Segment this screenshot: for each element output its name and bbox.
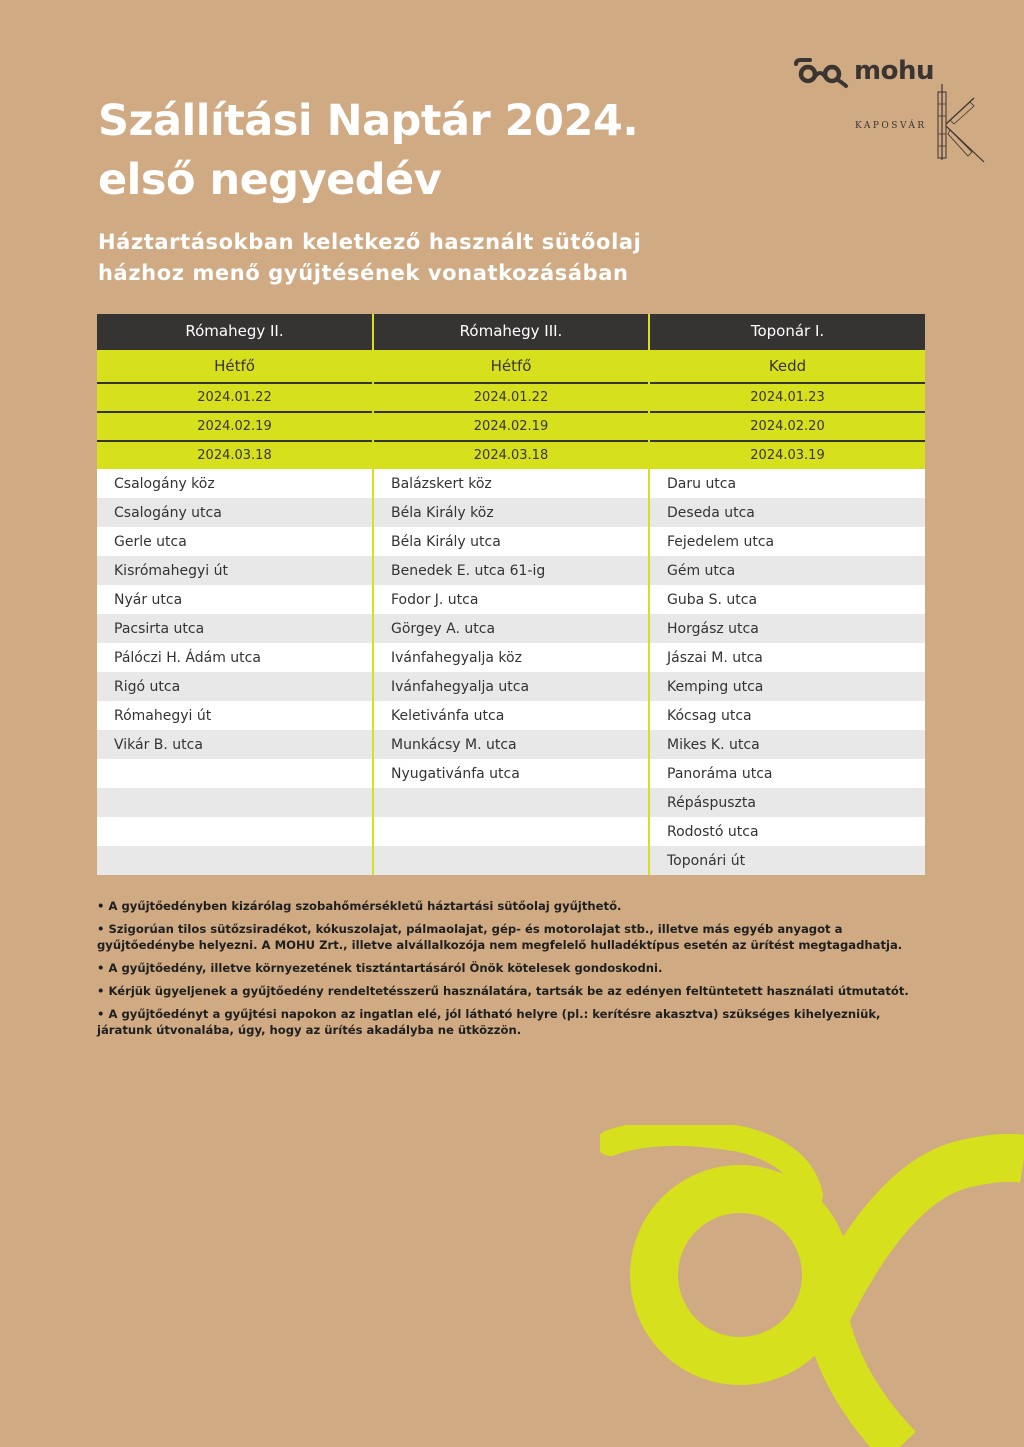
- kaposvar-wordmark: KAPOSVÁR: [855, 121, 927, 131]
- street-cell: Deseda utca: [649, 498, 925, 527]
- kaposvar-k-icon: [934, 84, 990, 164]
- column-header: Toponár I.: [649, 314, 925, 349]
- date-cell: 2024.02.20: [649, 412, 925, 441]
- table-row: [97, 672, 925, 701]
- street-cell: [97, 846, 373, 875]
- table-row: [97, 498, 925, 527]
- street-cell: Rómahegyi út: [97, 701, 373, 730]
- street-cell: Kisrómahegyi út: [97, 556, 373, 585]
- note-item: • A gyűjtőedényt a gyűjtési napokon az ingatlan elé, jól látható helyre (pl.: kerítésre akasztva) szükséges kihelyezniük, járatunk útvonalába, úgy, hogy az ürítés akadályba ne ütközzön.: [97, 1006, 927, 1038]
- street-cell: Benedek E. utca 61-ig: [373, 556, 649, 585]
- street-cell: Ivánfahegyalja utca: [373, 672, 649, 701]
- note-item: • Kérjük ügyeljenek a gyűjtőedény rendeltetésszerű használatára, tartsák be az edényen feltüntetett használati útmutatót.: [97, 983, 927, 999]
- street-cell: [373, 846, 649, 875]
- table-row: [97, 759, 925, 788]
- street-cell: Horgász utca: [649, 614, 925, 643]
- street-cell: Mikes K. utca: [649, 730, 925, 759]
- street-cell: Rodostó utca: [649, 817, 925, 846]
- title-line-1: Szállítási Naptár 2024.: [98, 96, 639, 146]
- day-cell: Hétfő: [373, 349, 649, 383]
- street-cell: Görgey A. utca: [373, 614, 649, 643]
- table-row: [97, 701, 925, 730]
- date-cell: 2024.02.19: [373, 412, 649, 441]
- table-row: [97, 585, 925, 614]
- note-item: • Szigorúan tilos sütőzsiradékot, kókuszolajat, pálmaolajat, gép- és motorolajat stb., illetve más egyéb anyagot a gyűjtőedénybe helyezni. A MOHU Zrt., illetve alvállalkozója nem megfelelő hulladéktípus esetén az ürítést megtagadhatja.: [97, 921, 927, 953]
- date-cell: 2024.01.22: [373, 383, 649, 412]
- mohu-logo-icon: [792, 56, 850, 90]
- street-cell: Panoráma utca: [649, 759, 925, 788]
- table-row: [97, 730, 925, 759]
- table-row: [97, 788, 925, 817]
- street-cell: [373, 788, 649, 817]
- street-cell: Gém utca: [649, 556, 925, 585]
- note-item: • A gyűjtőedényben kizárólag szobahőmérsékletű háztartási sütőolaj gyűjthető.: [97, 898, 927, 914]
- street-cell: [97, 817, 373, 846]
- title-line-2: első negyedév: [98, 155, 442, 205]
- note-item: • A gyűjtőedény, illetve környezetének tisztántartásáról Önök kötelesek gondoskodni.: [97, 960, 927, 976]
- street-cell: Pálóczi H. Ádám utca: [97, 643, 373, 672]
- street-cell: Nyár utca: [97, 585, 373, 614]
- schedule-table: [97, 314, 925, 875]
- street-cell: Guba S. utca: [649, 585, 925, 614]
- subtitle-line-1: Háztartásokban keletkező használt sütőolaj: [98, 230, 642, 254]
- street-cell: Kócsag utca: [649, 701, 925, 730]
- mohu-wordmark: mohu: [854, 56, 934, 86]
- date-row: [97, 412, 925, 441]
- column-header: Rómahegy II.: [97, 314, 373, 349]
- street-cell: Béla Király utca: [373, 527, 649, 556]
- street-cell: Kemping utca: [649, 672, 925, 701]
- table-row: [97, 469, 925, 498]
- decorative-mohu-symbol-icon: [600, 1125, 1024, 1447]
- date-row: [97, 383, 925, 412]
- notes-list: [97, 898, 927, 1045]
- street-cell: Munkácsy M. utca: [373, 730, 649, 759]
- date-cell: 2024.03.18: [373, 441, 649, 469]
- table-row: [97, 643, 925, 672]
- street-cell: Fodor J. utca: [373, 585, 649, 614]
- street-cell: Vikár B. utca: [97, 730, 373, 759]
- street-cell: Csalogány utca: [97, 498, 373, 527]
- street-cell: Pacsirta utca: [97, 614, 373, 643]
- street-cell: Daru utca: [649, 469, 925, 498]
- table-row: [97, 556, 925, 585]
- street-cell: [97, 759, 373, 788]
- table-row: [97, 846, 925, 875]
- date-cell: 2024.01.23: [649, 383, 925, 412]
- street-cell: Rigó utca: [97, 672, 373, 701]
- date-cell: 2024.02.19: [97, 412, 373, 441]
- date-row: [97, 441, 925, 469]
- street-cell: Fejedelem utca: [649, 527, 925, 556]
- table-row: [97, 527, 925, 556]
- date-cell: 2024.03.18: [97, 441, 373, 469]
- day-cell: Hétfő: [97, 349, 373, 383]
- page-title: [98, 92, 638, 210]
- day-row: [97, 349, 925, 383]
- street-cell: Répáspuszta: [649, 788, 925, 817]
- street-cell: Jászai M. utca: [649, 643, 925, 672]
- street-cell: Gerle utca: [97, 527, 373, 556]
- street-cell: Béla Király köz: [373, 498, 649, 527]
- street-cell: Balázskert köz: [373, 469, 649, 498]
- column-header: Rómahegy III.: [373, 314, 649, 349]
- day-cell: Kedd: [649, 349, 925, 383]
- street-cell: Csalogány köz: [97, 469, 373, 498]
- kaposvar-logo: [850, 84, 990, 164]
- table-header-row: [97, 314, 925, 349]
- subtitle-line-2: házhoz menő gyűjtésének vonatkozásában: [98, 261, 629, 285]
- street-cell: [97, 788, 373, 817]
- street-cell: Toponári út: [649, 846, 925, 875]
- table-row: [97, 817, 925, 846]
- street-cell: Ivánfahegyalja köz: [373, 643, 649, 672]
- date-cell: 2024.03.19: [649, 441, 925, 469]
- street-cell: [373, 817, 649, 846]
- street-list: [97, 469, 925, 875]
- table-row: [97, 614, 925, 643]
- street-cell: Nyugativánfa utca: [373, 759, 649, 788]
- street-cell: Keletivánfa utca: [373, 701, 649, 730]
- date-cell: 2024.01.22: [97, 383, 373, 412]
- page-subtitle: [98, 227, 641, 289]
